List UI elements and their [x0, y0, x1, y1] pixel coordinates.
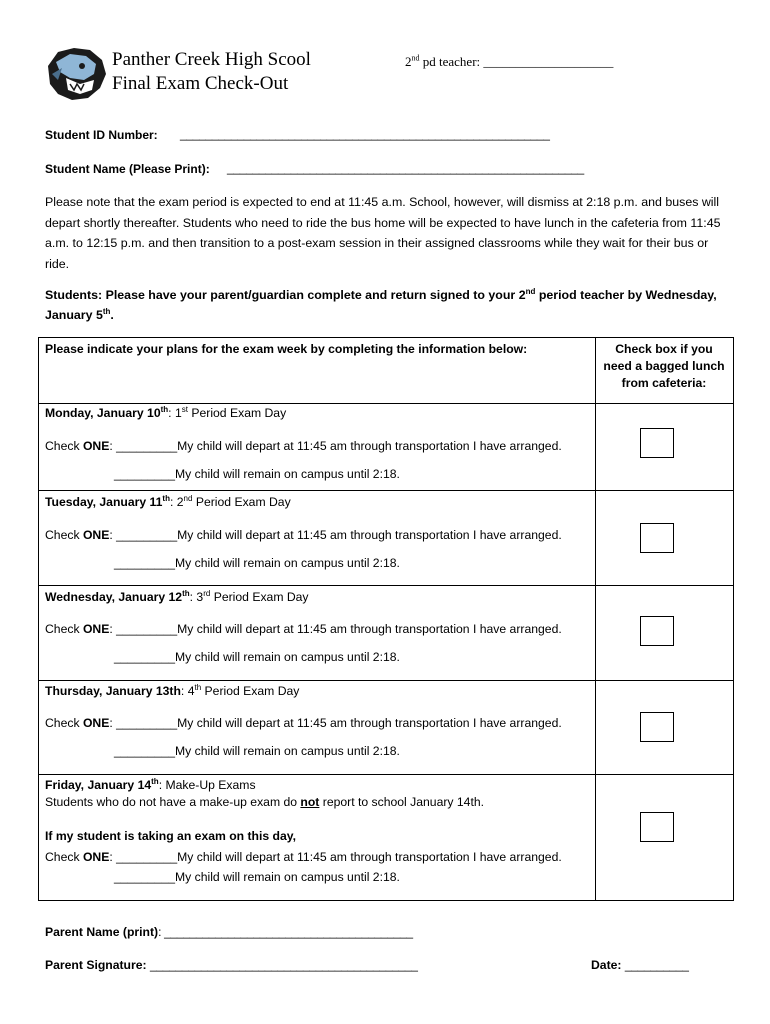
wednesday-option-remain[interactable]: _________My child will remain on campus until 2:18.: [114, 650, 400, 664]
tuesday-option-remain[interactable]: _________My child will remain on campus until 2:18.: [114, 556, 400, 570]
tuesday-option-depart[interactable]: Check ONE: _________My child will depart at 11:45 am through transportation I have arranged.: [45, 528, 562, 542]
teacher-period-suffix: nd: [411, 53, 420, 63]
table-header-lunch-3: from cafeteria:: [621, 376, 707, 390]
friday-option-remain[interactable]: _________My child will remain on campus until 2:18.: [114, 870, 400, 884]
thursday-option-remain[interactable]: _________My child will remain on campus until 2:18.: [114, 744, 400, 758]
day-title-monday: Monday, January 10th: 1st Period Exam Day: [45, 404, 287, 420]
wednesday-lunch-checkbox[interactable]: [640, 616, 674, 646]
panther-logo: [44, 44, 108, 102]
friday-taking-exam: If my student is taking an exam on this day,: [45, 829, 297, 843]
teacher-period-number: 2: [405, 54, 412, 69]
monday-option-remain[interactable]: _________My child will remain on campus until 2:18.: [114, 467, 400, 481]
school-title: [112, 48, 311, 96]
table-header-lunch-1: Check box if you: [615, 342, 713, 356]
student-name-label: Student Name (Please Print):: [45, 162, 210, 176]
tuesday-lunch-checkbox[interactable]: [640, 523, 674, 553]
student-id-field[interactable]: __________________________________________________________: [180, 127, 550, 141]
date-field[interactable]: Date: __________: [591, 958, 689, 972]
day-title-tuesday: Tuesday, January 11th: 2nd Period Exam Day: [45, 493, 291, 509]
day-title-friday: Friday, January 14th: Make-Up Exams: [45, 776, 256, 792]
teacher-field[interactable]: [405, 54, 613, 70]
teacher-label: pd teacher: ____________________: [419, 54, 614, 69]
student-id-label: Student ID Number:: [45, 128, 158, 142]
exam-notice-paragraph: Please note that the exam period is expected to end at 11:45 a.m. School, however, will dismiss at 2:18 p.m. and buses will depart shortly thereafter. Students who need to ride the bus home will be expected to have lunch in the cafeteria from 11:45 a.m. to 12:15 p.m. and then transition to a post-exam session in their assigned classrooms while they wait for their bus or ride.: [45, 195, 721, 271]
document-title: Final Exam Check-Out: [112, 73, 289, 94]
parent-signature-field[interactable]: Parent Signature: __________________________________________: [45, 958, 418, 972]
wednesday-option-depart[interactable]: Check ONE: _________My child will depart at 11:45 am through transportation I have arranged.: [45, 622, 562, 636]
thursday-lunch-checkbox[interactable]: [640, 712, 674, 742]
parent-name-field[interactable]: Parent Name (print): _______________________________________: [45, 925, 413, 939]
school-name: Panther Creek High Scool: [112, 49, 311, 70]
day-title-thursday: Thursday, January 13th: 4th Period Exam Day: [45, 682, 300, 698]
friday-option-depart[interactable]: Check ONE: _________My child will depart at 11:45 am through transportation I have arranged.: [45, 850, 562, 864]
instruction-text: Students: Please have your parent/guardian complete and return signed to your 2nd period teacher by Wednesday, January 5th.: [45, 286, 717, 322]
student-name-field[interactable]: ________________________________________________________: [227, 161, 584, 175]
exam-plans-table: [38, 337, 734, 901]
table-header-lunch-2: need a bagged lunch: [603, 359, 725, 373]
monday-option-depart[interactable]: Check ONE: _________My child will depart at 11:45 am through transportation I have arranged.: [45, 439, 562, 453]
friday-lunch-checkbox[interactable]: [640, 812, 674, 842]
day-title-wednesday: Wednesday, January 12th: 3rd Period Exam Day: [45, 588, 309, 604]
table-header-instructions: Please indicate your plans for the exam week by completing the information below:: [45, 342, 528, 356]
thursday-option-depart[interactable]: Check ONE: _________My child will depart at 11:45 am through transportation I have arranged.: [45, 716, 562, 730]
friday-note: Students who do not have a make-up exam do not report to school January 14th.: [45, 795, 485, 809]
monday-lunch-checkbox[interactable]: [640, 428, 674, 458]
